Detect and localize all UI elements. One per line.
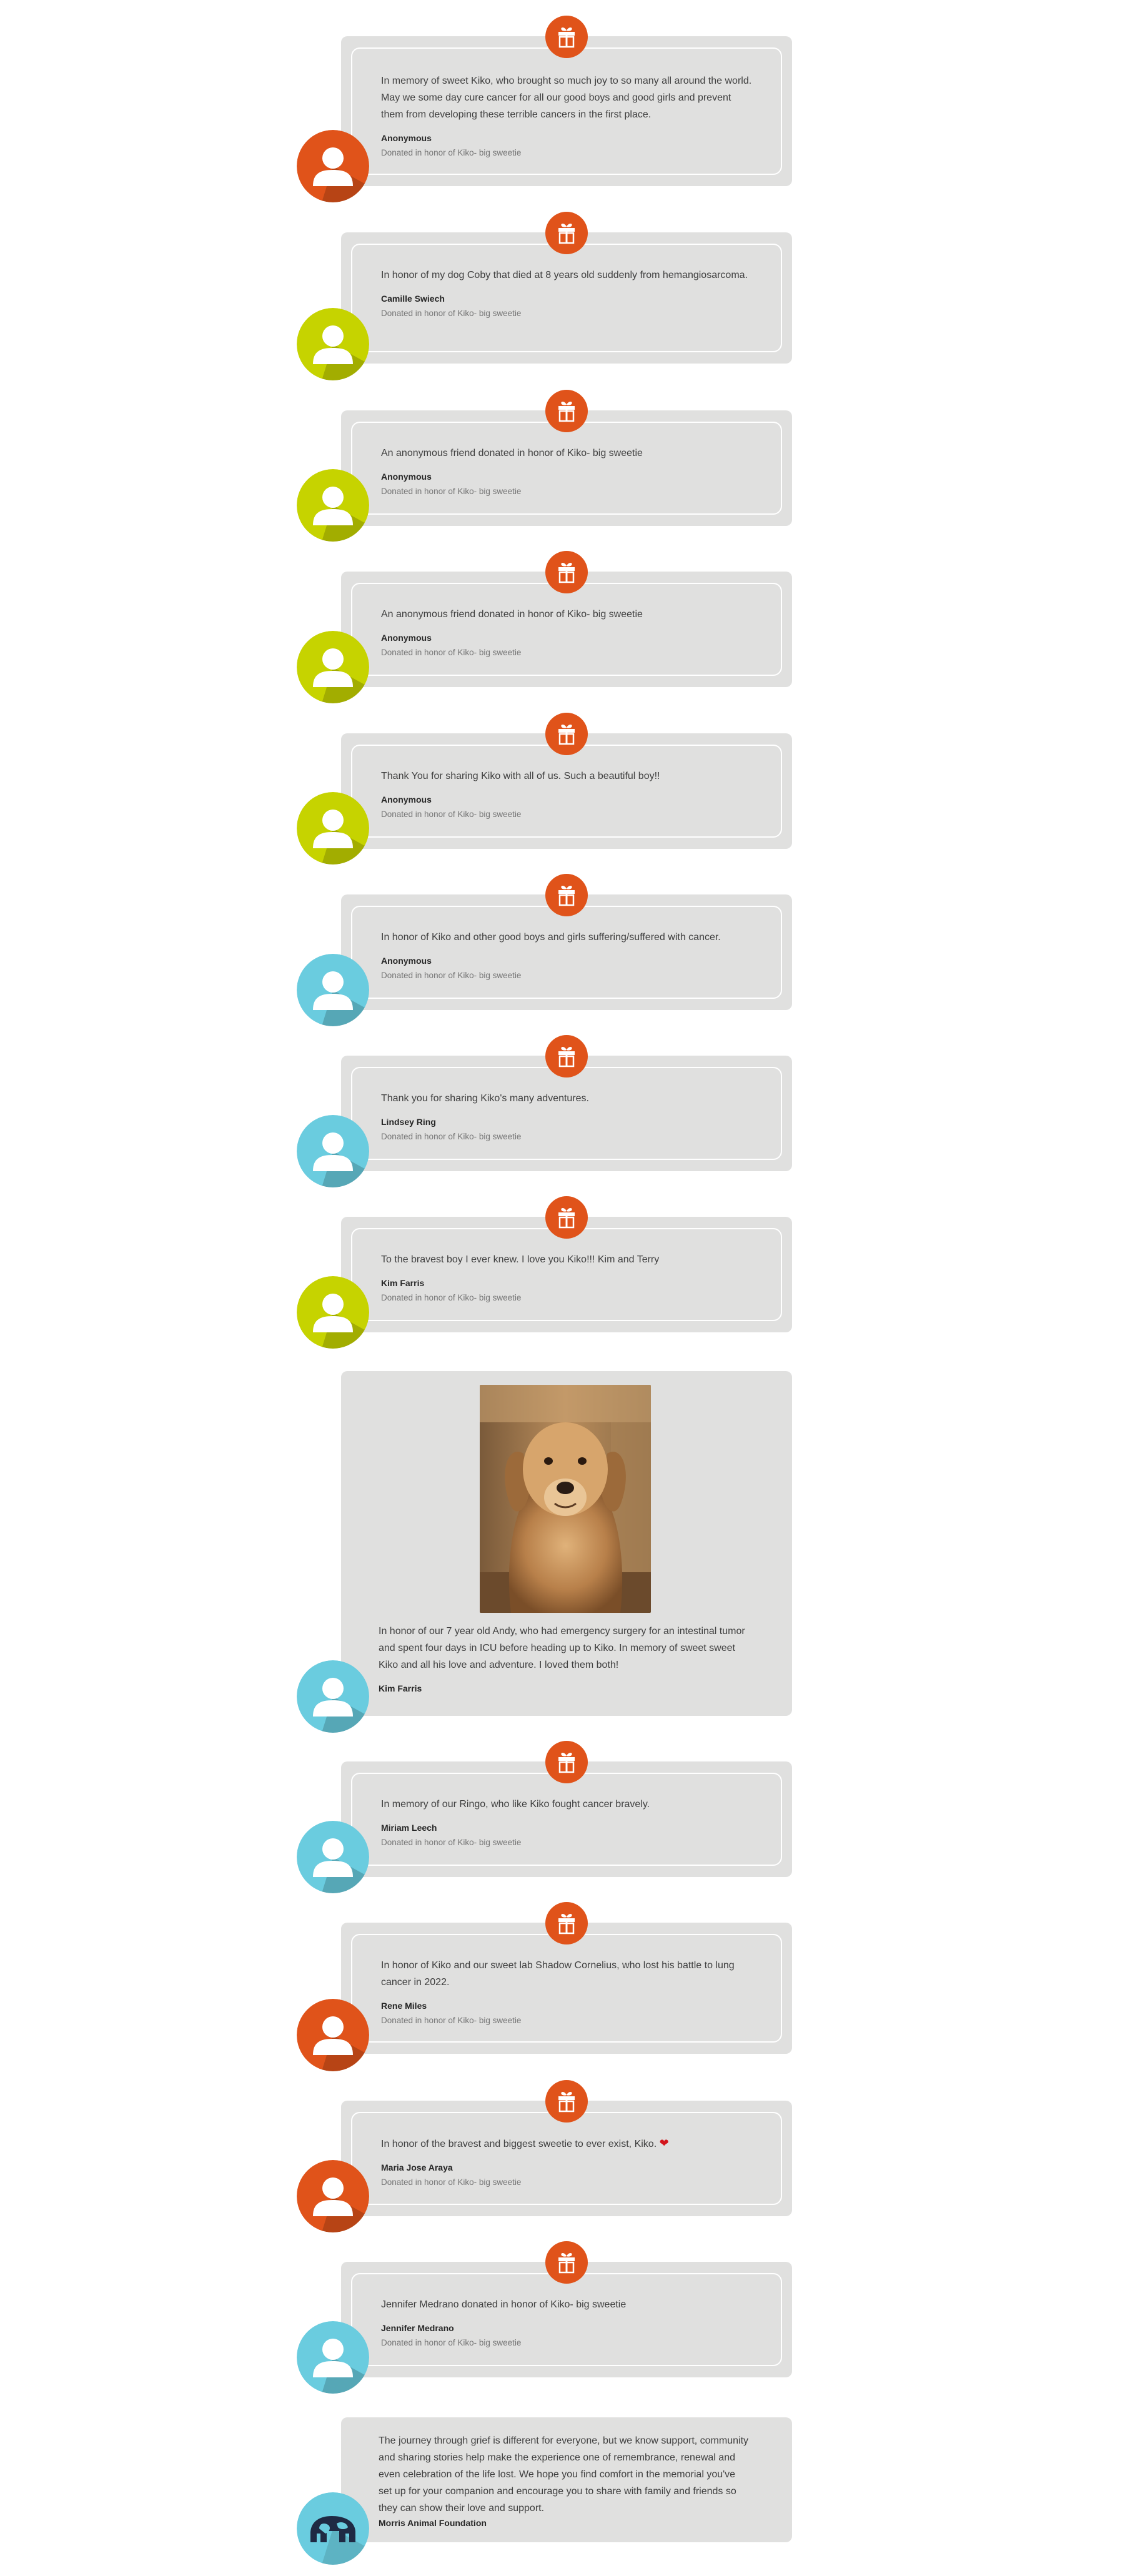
donor-avatar — [297, 308, 369, 380]
donor-name: Lindsey Ring — [381, 1117, 436, 1127]
donation-note: Donated in honor of Kiko- big sweetie — [381, 1132, 522, 1141]
donation-card — [341, 894, 792, 1010]
donation-card — [341, 2262, 792, 2377]
donor-name: Miriam Leech — [381, 1823, 437, 1833]
donor-name: Rene Miles — [381, 2001, 427, 2011]
donation-message: In memory of sweet Kiko, who brought so much joy to so many all around the world. May we some day cure cancer for all our good boys and good girls and prevent them from developing these terrible cancers in the first place. — [381, 76, 752, 120]
donation-note: Donated in honor of Kiko- big sweetie — [381, 971, 522, 980]
donor-name: Anonymous — [381, 472, 432, 482]
gift-icon — [545, 713, 588, 755]
donor-name: Jennifer Medrano — [381, 2323, 454, 2333]
foundation-name: Morris Animal Foundation — [379, 2518, 487, 2528]
donor-avatar — [297, 1821, 369, 1893]
donor-name: Anonymous — [381, 133, 432, 143]
donation-message: Thank You for sharing Kiko with all of us. Such a beautiful boy!! — [381, 771, 660, 781]
donation-message: In honor of Kiko and other good boys and girls suffering/suffered with cancer. — [381, 932, 721, 943]
donor-avatar — [297, 2321, 369, 2394]
donor-avatar — [297, 130, 369, 202]
donation-note: Donated in honor of Kiko- big sweetie — [381, 309, 522, 318]
heart-emoji: ❤ — [659, 2137, 669, 2149]
donation-message: An anonymous friend donated in honor of Kiko- big sweetie — [381, 448, 643, 458]
donor-avatar — [297, 1276, 369, 1349]
donation-card — [341, 572, 792, 687]
donation-message: Jennifer Medrano donated in honor of Kiko- big sweetie — [381, 2299, 627, 2310]
donation-card — [341, 1217, 792, 1332]
donation-note: Donated in honor of Kiko- big sweetie — [381, 2338, 522, 2347]
donation-message: In memory of our Ringo, who like Kiko fought cancer bravely. — [381, 1799, 650, 1810]
gift-icon — [545, 212, 588, 254]
donation-note: Donated in honor of Kiko- big sweetie — [381, 148, 522, 157]
donation-message: In honor of Kiko and our sweet lab Shadow Cornelius, who lost his battle to lung cancer in 2022. — [381, 1960, 735, 1988]
gift-icon — [545, 551, 588, 593]
donor-name: Kim Farris — [379, 1683, 422, 1693]
donation-card — [341, 232, 792, 364]
photo-post-card — [341, 1371, 792, 1716]
donor-name: Anonymous — [381, 795, 432, 805]
donor-name: Anonymous — [381, 956, 432, 966]
foundation-message: The journey through grief is different for everyone, but we know support, community and sharing stories help make the experience one of remembrance, renewal and even celebration of the life lost. We hope you find comfort in the memorial you've set up for your companion and encourage you to share with family and friends so they can show their love and support. — [379, 2435, 749, 2514]
donor-name: Anonymous — [381, 633, 432, 643]
gift-icon — [545, 1902, 588, 1944]
donation-message: To the bravest boy I ever knew. I love you Kiko!!! Kim and Terry — [381, 1254, 660, 1265]
donor-avatar — [297, 792, 369, 864]
donor-avatar — [297, 1999, 369, 2071]
donor-name: Maria Jose Araya — [381, 2162, 453, 2172]
donation-message — [381, 2135, 755, 2152]
dog-photo — [480, 1385, 651, 1613]
photo-post-message: In honor of our 7 year old Andy, who had emergency surgery for an intestinal tumor and spent four days in ICU before heading up to Kiko. In memory of sweet sweet Kiko and all his love and adventure. I loved them both! — [379, 1626, 745, 1670]
donation-message: In honor of my dog Coby that died at 8 years old suddenly from hemangiosarcoma. — [381, 270, 748, 280]
gift-icon — [545, 390, 588, 432]
donation-card — [341, 410, 792, 526]
gift-icon — [545, 16, 588, 58]
donation-message: An anonymous friend donated in honor of Kiko- big sweetie — [381, 609, 643, 620]
donor-avatar — [297, 2160, 369, 2232]
donation-card — [341, 1056, 792, 1171]
donor-avatar — [297, 954, 369, 1026]
donor-avatar — [297, 1115, 369, 1187]
donation-note: Donated in honor of Kiko- big sweetie — [381, 810, 522, 819]
donor-avatar — [297, 631, 369, 703]
donation-note: Donated in honor of Kiko- big sweetie — [381, 1838, 522, 1847]
donation-message-text: In honor of the bravest and biggest sweetie to ever exist, Kiko. — [381, 2139, 657, 2149]
donor-avatar — [297, 1660, 369, 1733]
donor-name: Kim Farris — [381, 1278, 425, 1288]
gift-icon — [545, 1035, 588, 1077]
gift-icon — [545, 874, 588, 916]
donation-card — [341, 2101, 792, 2216]
gift-icon — [545, 2080, 588, 2123]
gift-icon — [545, 2241, 588, 2284]
donation-message: Thank you for sharing Kiko's many adventures. — [381, 1093, 589, 1104]
donation-card — [341, 1923, 792, 2054]
donation-note: Donated in honor of Kiko- big sweetie — [381, 2016, 522, 2025]
donation-card — [341, 733, 792, 849]
morris-animal-foundation-logo — [297, 2492, 369, 2565]
donation-card — [341, 1761, 792, 1877]
donation-note: Donated in honor of Kiko- big sweetie — [381, 1293, 522, 1302]
donation-note: Donated in honor of Kiko- big sweetie — [381, 487, 522, 496]
foundation-post-card — [341, 2417, 792, 2542]
gift-icon — [545, 1741, 588, 1783]
donor-avatar — [297, 469, 369, 542]
donor-name: Camille Swiech — [381, 294, 445, 304]
donation-note: Donated in honor of Kiko- big sweetie — [381, 648, 522, 657]
donation-note: Donated in honor of Kiko- big sweetie — [381, 2177, 522, 2187]
gift-icon — [545, 1196, 588, 1239]
donation-card — [341, 36, 792, 186]
